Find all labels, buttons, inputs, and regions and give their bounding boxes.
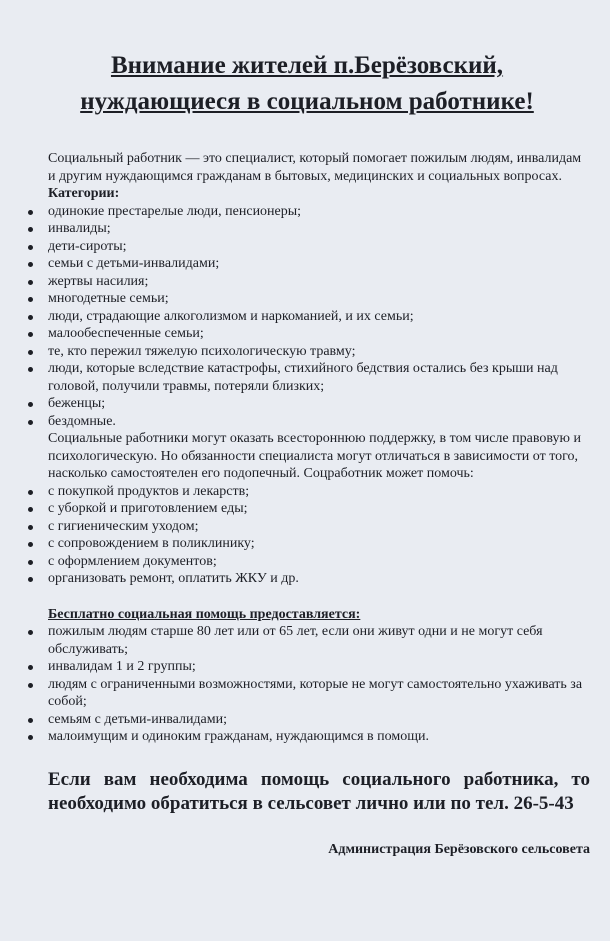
help-item: с гигиеническим уходом; — [24, 518, 590, 536]
category-item: беженцы; — [24, 395, 590, 413]
notice-title — [24, 48, 590, 120]
help-item: с сопровождением в поликлинику; — [24, 535, 590, 553]
category-item: жертвы насилия; — [24, 273, 590, 291]
category-item: те, кто пережил тяжелую психологическую травму; — [24, 343, 590, 361]
category-item: бездомные. — [24, 413, 590, 431]
help-item: с покупкой продуктов и лекарств; — [24, 483, 590, 501]
help-list — [24, 483, 590, 588]
title-line-1: Внимание жителей п.Берёзовский, — [110, 52, 504, 79]
contact-info: Если вам необходима помощь социального работника, то необходимо обратиться в сельсовет лично или по тел. 26-5-43 — [48, 768, 590, 814]
category-item: малообеспеченные семьи; — [24, 325, 590, 343]
free-help-list — [24, 623, 590, 746]
category-item: многодетные семьи; — [24, 290, 590, 308]
category-item: люди, страдающие алкоголизмом и наркоманией, и их семьи; — [24, 308, 590, 326]
free-help-item: инвалидам 1 и 2 группы; — [24, 658, 590, 676]
category-item: одинокие престарелые люди, пенсионеры; — [24, 203, 590, 221]
intro-paragraph — [48, 150, 590, 203]
intro-text: Социальный работник — это специалист, который помогает пожилым людям, инвалидам и другим нуждающимся гражданам в бытовых, медицинских и социальных вопросах. — [48, 151, 582, 184]
categories-label: Категории: — [48, 186, 120, 201]
free-help-item: семьям с детьми-инвалидами; — [24, 711, 590, 729]
help-item: организовать ремонт, оплатить ЖКУ и др. — [24, 570, 590, 588]
category-item: инвалиды; — [24, 220, 590, 238]
free-help-item: пожилым людям старше 80 лет или от 65 лет, если они живут одни и не могут себя обслуживать; — [24, 623, 590, 658]
help-item: с оформлением документов; — [24, 553, 590, 571]
category-item: люди, которые вследствие катастрофы, стихийного бедствия остались без крыши над головой, получили травмы, потеряли близких; — [24, 360, 590, 395]
categories-list — [24, 203, 590, 431]
title-line-2: нуждающиеся в социальном работнике! — [80, 88, 534, 115]
help-item: с уборкой и приготовлением еды; — [24, 500, 590, 518]
category-item: дети-сироты; — [24, 238, 590, 256]
free-help-item: людям с ограниченными возможностями, которые не могут самостоятельно ухаживать за собой; — [24, 676, 590, 711]
support-paragraph: Социальные работники могут оказать всестороннюю поддержку, в том числе правовую и психологическую. Но обязанности специалиста могут отличаться в зависимости от того, насколько самостоятелен его подопечный. Соцработник может помочь: — [48, 431, 581, 481]
free-help-heading: Бесплатно социальная помощь предоставляется: — [48, 606, 361, 622]
category-item: семьи с детьми-инвалидами; — [24, 255, 590, 273]
free-help-item: малоимущим и одиноким гражданам, нуждающимся в помощи. — [24, 728, 590, 746]
signature: Администрация Берёзовского сельсовета — [328, 841, 590, 857]
